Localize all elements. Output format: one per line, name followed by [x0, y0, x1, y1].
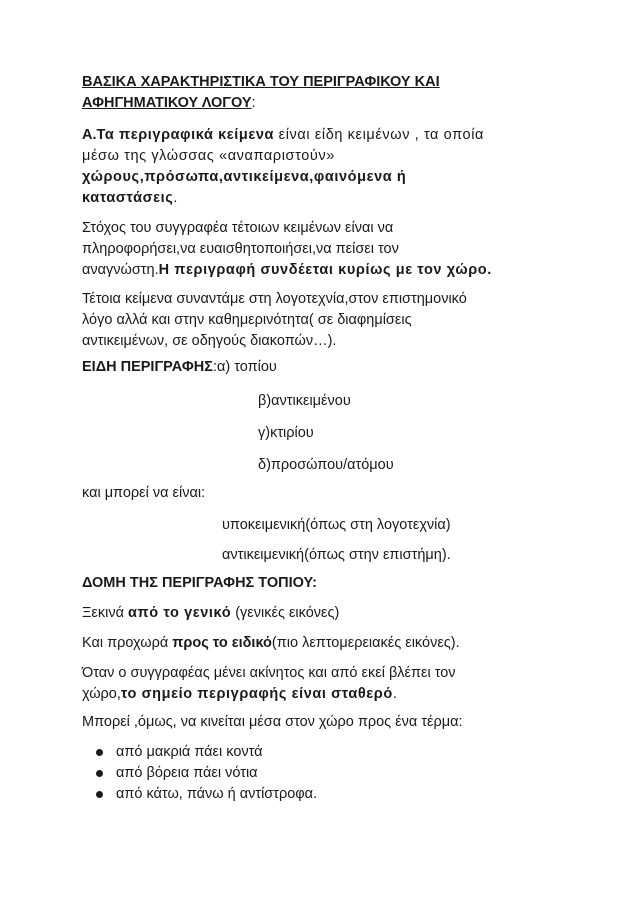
- structure-start-text: Ξεκινά: [82, 605, 129, 621]
- can-be-intro: και μπορεί να είναι:: [82, 485, 206, 501]
- structure-start-tail: (γενικές εικόνες): [231, 605, 340, 621]
- structure-start-line: [82, 603, 562, 624]
- list-item-text: από μακριά πάει κοντά: [116, 744, 263, 760]
- types-item-d: δ)προσώπου/ατόμου: [258, 457, 394, 473]
- paragraph-usage: [82, 289, 562, 352]
- structure-fixed-tail: .: [392, 686, 397, 702]
- bullet-icon: [96, 749, 103, 756]
- paragraph-goal: [82, 218, 562, 281]
- structure-fixed-text-1: Όταν ο συγγραφέας μένει ακίνητος και από εκεί βλέπει τον: [82, 665, 456, 681]
- definition-text-1: είναι είδη κειμένων , τα οποία: [274, 127, 484, 143]
- structure-fixed-emphasis: το σημείο περιγραφής είναι σταθερό: [120, 686, 393, 702]
- structure-proceed-emphasis: προς το ειδικό: [172, 635, 272, 651]
- structure-proceed-line: [82, 633, 562, 654]
- definition-text-3: χώρους,πρόσωπα,αντικείμενα,φαινόμενα ή: [82, 169, 407, 185]
- structure-moving-line: [82, 712, 562, 733]
- usage-text-3: αντικειμένων, σε οδηγούς διακοπών…).: [82, 333, 337, 349]
- goal-text-3: αναγνώστη.: [82, 262, 159, 278]
- bullet-icon: [96, 770, 103, 777]
- structure-proceed-tail: (πιο λεπτομερειακές εικόνες).: [271, 635, 460, 651]
- structure-proceed-text: Και προχωρά: [82, 635, 173, 651]
- list-item-text: από κάτω, πάνω ή αντίστροφα.: [116, 786, 318, 802]
- definition-term: Τα περιγραφικά κείμενα: [96, 127, 275, 143]
- structure-fixed-text-2: χώρο,: [82, 686, 121, 702]
- title-line-2: ΑΦΗΓΗΜΑΤΙΚΟΥ ΛΟΓΟΥ: [82, 95, 252, 111]
- document-title: [82, 72, 562, 114]
- types-item-c: γ)κτιρίου: [258, 425, 314, 441]
- types-item-a: :α) τοπίου: [212, 359, 277, 375]
- title-line-1: ΒΑΣΙΚΑ ΧΑΡΑΚΤΗΡΙΣΤΙΚΑ ΤΟΥ ΠΕΡΙΓΡΑΦΙΚΟΥ ΚΑΙ: [82, 74, 440, 90]
- goal-emphasis: Η περιγραφή συνδέεται κυρίως με τον χώρο.: [158, 262, 492, 278]
- structure-section: [82, 573, 562, 594]
- structure-moving-text: Μπορεί ,όμως, να κινείται μέσα στον χώρο προς ένα τέρμα:: [82, 714, 463, 730]
- usage-text-1: Τέτοια κείμενα συναντάμε στη λογοτεχνία,στον επιστημονικό: [82, 291, 467, 307]
- title-colon: :: [251, 95, 256, 111]
- structure-heading: ΔΟΜΗ ΤΗΣ ΠΕΡΙΓΡΑΦΗΣ ΤΟΠΙΟΥ:: [82, 575, 317, 591]
- usage-text-2: λόγο αλλά και στην καθημερινότητα( σε διαφημίσεις: [82, 312, 412, 328]
- bullet-icon: [96, 791, 103, 798]
- types-label: ΕΙΔΗ ΠΕΡΙΓΡΑΦΗΣ: [82, 359, 213, 375]
- types-heading-line: [82, 357, 562, 378]
- types-item-b: β)αντικειμένου: [258, 393, 351, 409]
- list-item: [82, 763, 317, 784]
- definition-period: .: [173, 190, 178, 206]
- goal-text-1: Στόχος του συγγραφέα τέτοιων κειμένων είναι να: [82, 220, 394, 236]
- list-item: [82, 742, 317, 763]
- list-item-text: από βόρεια πάει νότια: [116, 765, 258, 781]
- can-be-intro-line: [82, 483, 562, 504]
- definition-text-2: μέσω της γλώσσας «αναπαριστούν»: [82, 148, 335, 164]
- structure-start-emphasis: από το γενικό: [128, 605, 232, 621]
- goal-text-2: πληροφορήσει,να ευαισθητοποιήσει,να πείσει τον: [82, 241, 399, 257]
- objective-item: αντικειμενική(όπως στην επιστήμη).: [222, 547, 451, 563]
- list-item: [82, 784, 317, 805]
- structure-fixed-paragraph: [82, 663, 562, 705]
- subjective-item: υποκειμενική(όπως στη λογοτεχνία): [222, 517, 451, 533]
- direction-list: [82, 742, 317, 805]
- section-label-a: Α.: [82, 127, 97, 143]
- definition-text-4: καταστάσεις: [82, 190, 174, 206]
- paragraph-definition: [82, 125, 562, 209]
